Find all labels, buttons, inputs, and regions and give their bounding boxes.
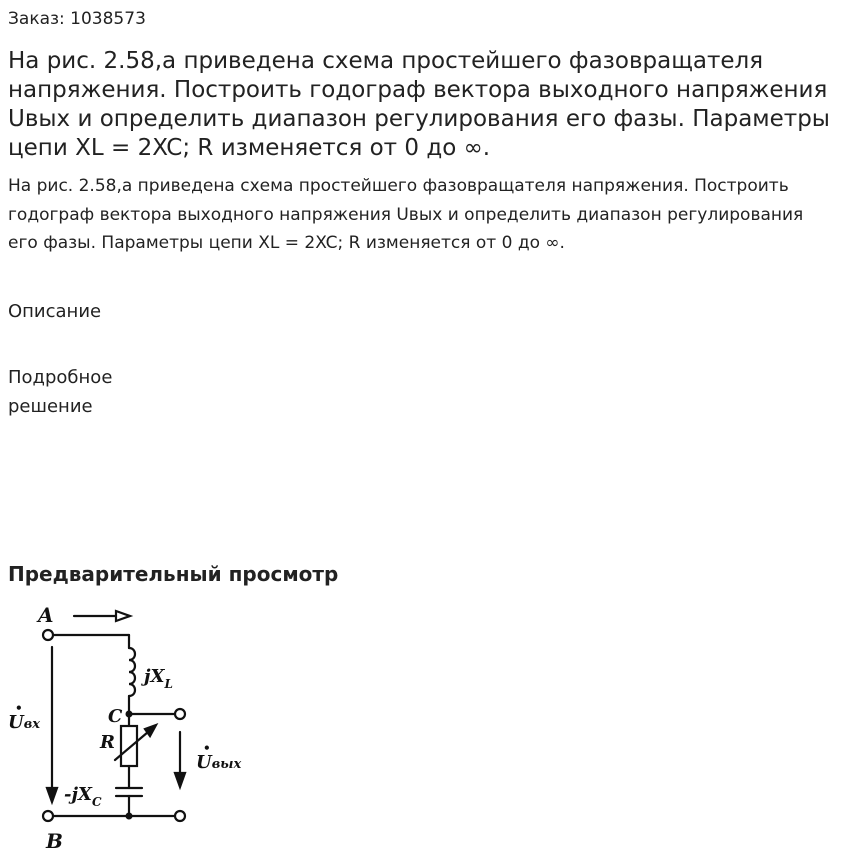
label-output-voltage: Uвых [196, 752, 242, 773]
terminal-b-out [175, 811, 185, 821]
output-voltage-arrow-head [175, 773, 185, 787]
description-label: Описание [8, 301, 102, 322]
label-inductor: $jX_L$ [144, 666, 173, 691]
output-voltage-dot: • [203, 741, 211, 755]
detailed-solution-label: Подробное решение [8, 367, 113, 417]
label-capacitor: $-jX_C$ [64, 784, 102, 809]
task-description: На рис. 2.58,а приведена схема простейшего фазовращателя напряжения. Построить годограф вектора выходного напряжения Uвых и определить диапазон регулирования его фазы. Параметры цепи XL = 2XC; R изменяется от 0 до ∞. [8, 176, 804, 253]
order-number: Заказ: 1038573 [8, 9, 146, 29]
label-input-voltage: Uвх [8, 712, 40, 733]
terminal-c-out [175, 709, 185, 719]
current-arrow-head [116, 611, 130, 621]
node-b-dot [126, 813, 133, 820]
label-node-a: A [38, 603, 54, 627]
node-c-dot [126, 711, 133, 718]
label-node-c: C [108, 706, 123, 727]
circuit-schematic [8, 600, 268, 862]
terminal-a [43, 630, 53, 640]
preview-title: Предварительный просмотр [8, 562, 339, 586]
input-voltage-dot: • [15, 701, 23, 715]
page-title: На рис. 2.58,а приведена схема простейшего фазовращателя напряжения. Построить годограф вектора выходного напряжения Uвых и определить диапазон регулирования его фазы. Параметры цепи XL = 2XC; R изменяется от 0 до ∞. [8, 48, 830, 161]
input-voltage-arrow-head [47, 788, 57, 802]
terminal-b [43, 811, 53, 821]
label-resistor: R [100, 732, 115, 753]
inductor-coil [129, 648, 135, 696]
resistor-body [121, 726, 137, 766]
label-node-b: B [46, 829, 63, 853]
